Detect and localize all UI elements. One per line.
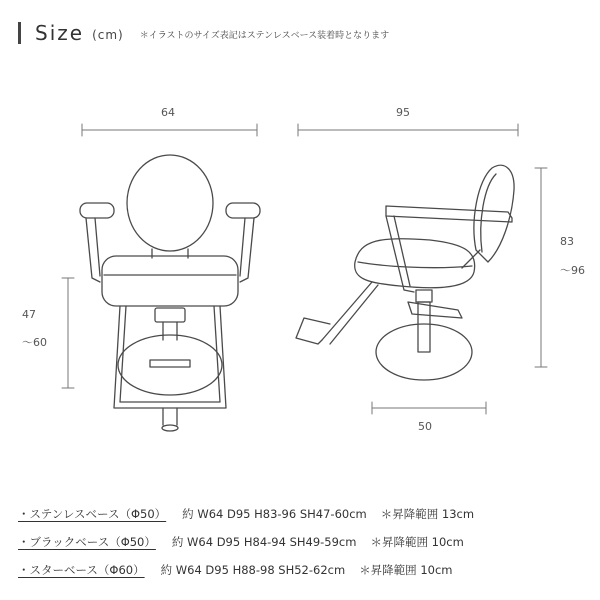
spec-row-stainless [18, 500, 588, 528]
spec-lift-range: ＊昇降範囲 10cm [370, 535, 464, 549]
spec-list [18, 500, 588, 584]
side-height-dimension [535, 168, 547, 367]
side-view-chair [296, 165, 514, 380]
spec-lift-range: ＊昇降範囲 10cm [359, 563, 453, 577]
spec-name: ・スターベース（Φ60） [18, 563, 145, 577]
front-height-label-top: 47 [22, 308, 36, 321]
side-height-label-bottom: ～96 [560, 264, 585, 277]
size-note: ＊イラストのサイズ表記はステンレスベース装着時となります [139, 30, 390, 41]
side-depth-dimension [298, 124, 518, 136]
side-depth-label: 95 [396, 106, 410, 119]
spec-dimensions: 約 W64 D95 H88-98 SH52-62cm [160, 563, 346, 577]
size-title: Size [35, 21, 85, 45]
front-height-label-bottom: ～60 [22, 336, 47, 349]
side-base-dimension [372, 402, 486, 414]
spec-dimensions: 約 W64 D95 H84-94 SH49-59cm [171, 535, 357, 549]
spec-row-black [18, 528, 588, 556]
front-width-label: 64 [161, 106, 175, 119]
spec-name: ・ステンレスベース（Φ50） [18, 507, 167, 521]
spec-dimensions: 約 W64 D95 H83-96 SH47-60cm [182, 507, 367, 521]
front-view-chair [80, 155, 260, 431]
front-height-dimension [62, 278, 74, 388]
size-unit: (cm) [92, 28, 124, 42]
spec-name: ・ブラックベース（Φ50） [18, 535, 156, 549]
spec-lift-range: ＊昇降範囲 13cm [380, 507, 475, 521]
front-width-dimension [82, 124, 257, 136]
spec-row-star [18, 556, 588, 584]
side-height-label-top: 83 [560, 235, 574, 248]
side-base-label: 50 [418, 420, 432, 433]
